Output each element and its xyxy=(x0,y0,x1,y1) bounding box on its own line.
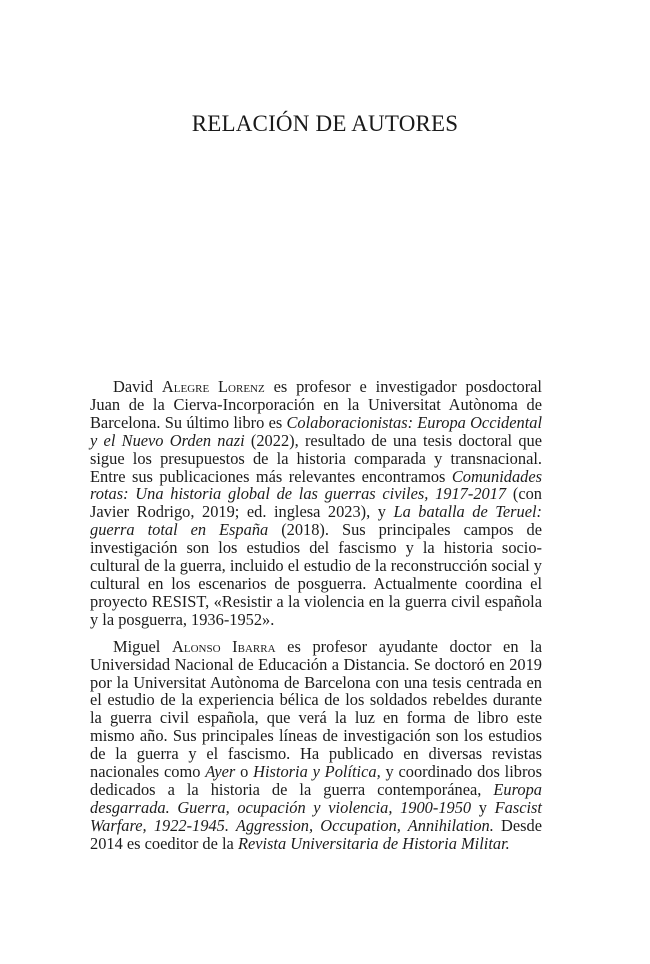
page-title: RELACIÓN DE AUTORES xyxy=(191,111,459,136)
author-surname: Alonso Ibarra xyxy=(172,636,276,656)
book-title: La batalla de Teruel: guerra total en España xyxy=(90,502,542,540)
bio-text: Desde 2014 es coeditor de la xyxy=(90,815,542,853)
book-title: Colaboracionistas: Europa Occidental y el Nuevo Orden nazi xyxy=(90,412,543,450)
book-title: Fascist Warfare, 1922-1945. Aggression, Occupation, Annihilation. xyxy=(90,797,542,835)
book-title: Comunidades rotas: Una historia global de las guerras civiles, 1917-2017 xyxy=(90,466,542,504)
bio-text: es profesor ayudante doctor en la Universidad Nacional de Educación a Distancia. Se doctoró en 2019 por la Universitat Autònoma de Barcelona con una tesis centrada en el estudio de la experiencia bélica de los soldados rebeldes durante la guerra civil española, que verá la luz en forma de libro este mismo año. Sus principales líneas de investigación son los estudios de la guerra y el fascismo. Ha publicado en diversas revistas nacionales como xyxy=(90,636,542,782)
bio-text: y coordinado dos libros dedicados a la historia de la guerra contemporánea, xyxy=(90,762,542,799)
bio-text: (2018). Sus principales campos de investigación son los estudios del fascismo y la historia socio-cultural de la guerra, incluido el estudio de la reconstrucción social y cultural en los escenarios de posguerra. Actualmente coordina el proyecto RESIST, «Resistir a la violencia en la guerra civil española y la posguerra, 1936-1952». xyxy=(90,520,542,629)
author-first-name: Miguel xyxy=(113,636,161,656)
bio-text: (con Javier Rodrigo, 2019; ed. inglesa 2023), y xyxy=(90,484,542,522)
authors-list xyxy=(90,378,542,862)
bio-text: (2022), resultado de una tesis doctoral que sigue los presupuestos de la historia comparada y transnacional. Entre sus publicaciones más relevantes encontramos xyxy=(90,430,543,486)
journal-title: Historia y Política, xyxy=(253,762,381,782)
bio-text: o xyxy=(235,762,254,782)
bio-text: y xyxy=(471,797,495,817)
author-entry-1 xyxy=(90,378,542,629)
author-entry-2 xyxy=(90,638,542,853)
journal-title: Ayer xyxy=(205,762,236,782)
bio-text: es profesor e investigador posdoctoral Juan de la Cierva-Incorporación en la Universitat Autònoma de Barcelona. Su último libro es xyxy=(90,377,542,432)
author-first-name: David xyxy=(113,377,154,396)
author-surname: Alegre Lorenz xyxy=(161,377,265,396)
journal-title: Revista Universitaria de Historia Militar. xyxy=(237,833,510,853)
book-title: Europa desgarrada. Guerra, ocupación y violencia, 1900-1950 xyxy=(90,779,542,817)
